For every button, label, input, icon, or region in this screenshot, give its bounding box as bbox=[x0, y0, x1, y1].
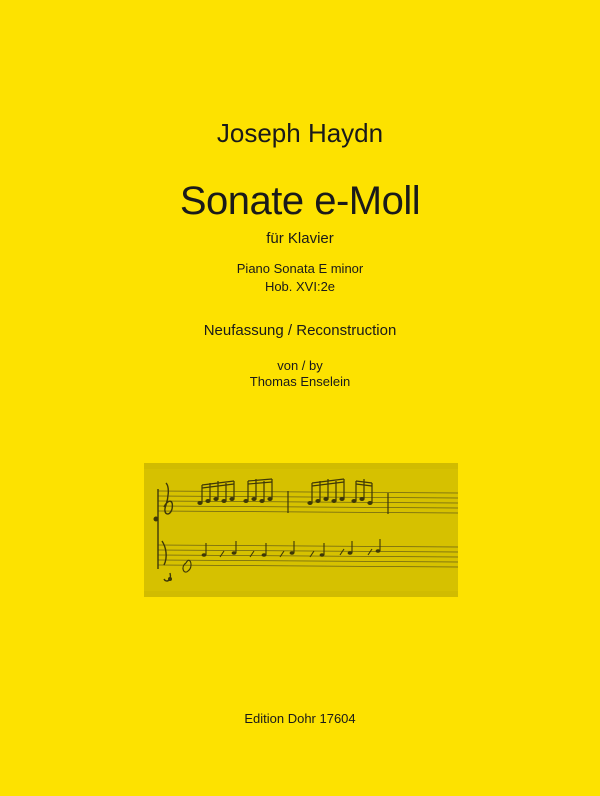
work-title: Sonate e-Moll bbox=[179, 179, 421, 223]
work-subtitle: für Klavier bbox=[266, 230, 334, 247]
manuscript-image bbox=[144, 463, 458, 597]
composer-name: Joseph Haydn bbox=[216, 118, 384, 148]
manuscript-score-illustration bbox=[144, 463, 458, 597]
english-title: Piano Sonata E minor bbox=[236, 261, 364, 276]
publisher-label: Edition Dohr 17604 bbox=[244, 711, 356, 726]
edition-type: Neufassung / Reconstruction bbox=[203, 322, 397, 339]
editor-name: Thomas Enselein bbox=[249, 374, 351, 389]
catalog-number: Hob. XVI:2e bbox=[264, 279, 336, 294]
by-label: von / by bbox=[277, 358, 323, 373]
